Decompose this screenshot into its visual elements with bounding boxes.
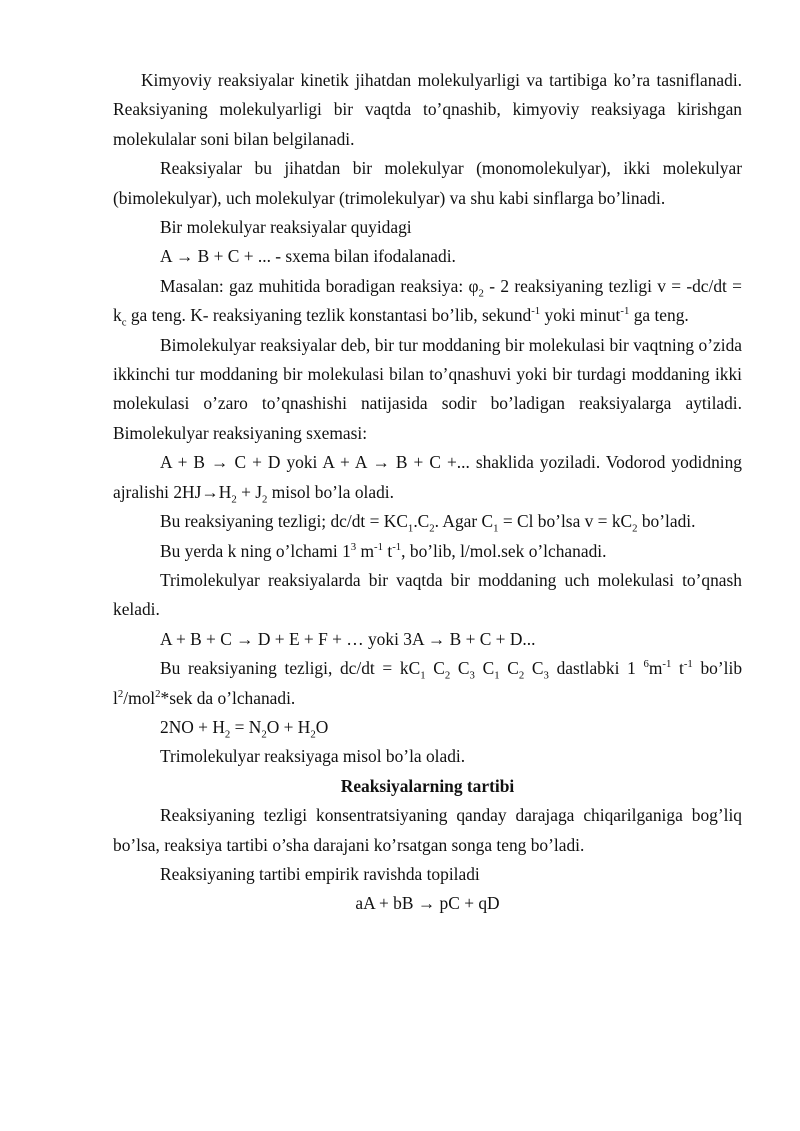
paragraph-unimolecular: Bir molekulyar reaksiyalar quyidagi	[160, 217, 412, 238]
paragraph-reaction-order: Reaksiyaning tezligi konsentratsiyaning qanday darajaga chiqarilganiga bog’liq bo’lsa, reaksiya tartibi o’sha darajani ko’rsatgan songa teng bo’ladi.	[113, 805, 742, 855]
paragraph-order-empirical: Reaksiyaning tartibi empirik ravishda topiladi	[160, 863, 480, 884]
equation-no-h2: $2NO + H_2 = N_2O + H_2O$	[160, 716, 329, 741]
paragraph-trimolecular-example: Trimolekulyar reaksiyaga misol bo’la oladi.	[160, 746, 466, 767]
paragraph-bimolecular-scheme: A + B → C + D yoki A + A → B + C +... shaklida yoziladi. Vodorod yodidning ajralishi $2HJ\to H_2 + J_2$ misol bo’la oladi.	[113, 452, 742, 506]
section-heading: Reaksiyalarning tartibi	[340, 775, 515, 796]
scheme-unimolecular: A → B + C + ... - sxema bilan ifodalanadi.	[160, 246, 456, 267]
scheme-trimolecular: A + B + C → D + E + F + … yoki 3A → B + C + D...	[160, 628, 536, 649]
paragraph-trimolecular: Trimolekulyar reaksiyalarda bir vaqtda bir moddaning uch molekulasi to’qnash keladi.	[113, 569, 742, 620]
paragraph-example-gas: Masalan: gaz muhitida boradigan reaksiya: $\varphi_2 - 2$ reaksiyaning tezligi $v = -dc/dt = k_c$ ga teng. K- reaksiyaning tezlik konstantasi bo’lib, sekund$^{-1}$ yoki minut$^{-1}$ ga teng.	[113, 275, 742, 329]
equation-general: aA + bB → pC + qD	[355, 893, 500, 914]
paragraph-classes: Reaksiyalar bu jihatdan bir molekulyar (monomolekulyar), ikki molekulyar (bimolekulyar), uch molekulyar (trimolekulyar) va shu kabi sinflarga bo’linadi.	[113, 158, 742, 208]
document-page	[113, 66, 742, 919]
paragraph-bimolecular: Bimolekulyar reaksiyalar deb, bir tur moddaning bir molekulasi bir vaqtning o’zida ikkinchi tur moddaning bir molekulasi bilan to’qnashuvi yoki bir turdagi moddaning ikki molekulasi o’zaro to’qnashishi natijasida sodir bo’ladigan reaksiyalarga aytiladi. Bimolekulyar reaksiyaning sxemasi:	[113, 334, 742, 443]
paragraph-rate-units: Bu yerda k ning o’lchami $1^3$ $m^{-1}$ $t^{-1}$, bo’lib, l/mol.sek o’lchanadi.	[160, 540, 607, 561]
paragraph-trimolecular-rate: Bu reaksiyaning tezligi, $dc/dt = kC_1$ $C_2$ $C_3$ $C_1$ $C_2$ $C_3$ dastlabki 1 $^6m^{-1}$ $t^{-1}$ bo’lib $l^2/mol^2*sek$ da o’lchanadi.	[113, 658, 743, 708]
paragraph-bimolecular-rate: Bu reaksiyaning tezligi; $dc/dt = KC_1.C_2$. Agar $C_1 = Cl$ bo’lsa $v = kC_2$ bo’ladi.	[160, 511, 696, 535]
paragraph-intro: Kimyoviy reaksiyalar kinetik jihatdan molekulyarligi va tartibiga ko’ra tasniflanadi. Reaksiyaning molekulyarligi bir vaqtda to’qnashib, kimyoviy reaksiyaga kirishgan molekulalar soni bilan belgilanadi.	[113, 70, 742, 149]
